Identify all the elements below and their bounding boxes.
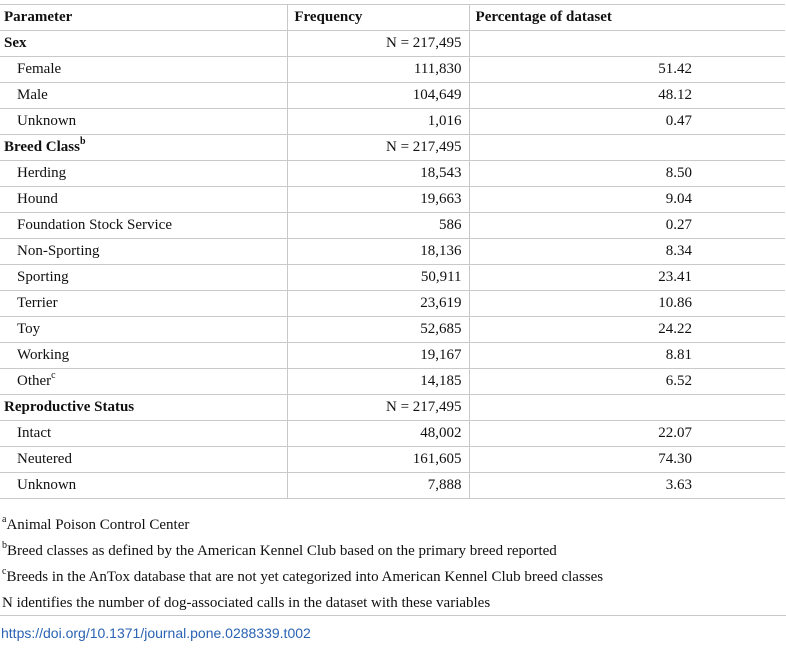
group-label: Reproductive Status <box>0 395 288 421</box>
row-percentage: 8.50 <box>469 161 785 187</box>
row-label: Unknown <box>0 473 288 499</box>
row-frequency: 18,136 <box>288 239 469 265</box>
empty-cell <box>469 31 785 57</box>
table-row <box>0 187 785 213</box>
footnote-text: Breed classes as defined by the American Kennel Club based on the primary breed reported <box>7 543 557 559</box>
row-frequency: 111,830 <box>288 57 469 83</box>
row-frequency: 50,911 <box>288 265 469 291</box>
row-percentage: 74.30 <box>469 447 785 473</box>
footnotes <box>0 512 786 616</box>
row-frequency: 18,543 <box>288 161 469 187</box>
table-row <box>0 213 785 239</box>
row-label <box>0 369 288 395</box>
row-percentage: 22.07 <box>469 421 785 447</box>
footnote-mark: c <box>2 566 7 577</box>
row-percentage: 0.27 <box>469 213 785 239</box>
footnote-a <box>0 512 786 538</box>
row-label: Sporting <box>0 265 288 291</box>
row-label: Unknown <box>0 109 288 135</box>
group-label-text: Breed Class <box>4 139 80 155</box>
row-percentage: 0.47 <box>469 109 785 135</box>
row-percentage: 6.52 <box>469 369 785 395</box>
row-label: Female <box>0 57 288 83</box>
group-row-reproductive-status <box>0 395 785 421</box>
group-label: Sex <box>0 31 288 57</box>
row-label: Toy <box>0 317 288 343</box>
footnote-mark: c <box>51 370 56 381</box>
footnote-mark: b <box>2 540 7 551</box>
group-label <box>0 135 288 161</box>
row-label: Hound <box>0 187 288 213</box>
header-parameter: Parameter <box>0 5 288 31</box>
group-row-breed-class <box>0 135 785 161</box>
data-table <box>0 4 785 499</box>
footnote-b <box>0 538 786 564</box>
table-row <box>0 317 785 343</box>
row-percentage: 3.63 <box>469 473 785 499</box>
row-percentage: 51.42 <box>469 57 785 83</box>
row-frequency: 19,167 <box>288 343 469 369</box>
empty-cell <box>469 135 785 161</box>
divider <box>0 615 786 616</box>
table-row <box>0 369 785 395</box>
row-label: Intact <box>0 421 288 447</box>
row-percentage: 23.41 <box>469 265 785 291</box>
row-label-text: Other <box>17 373 52 389</box>
row-frequency: 586 <box>288 213 469 239</box>
header-row <box>0 5 785 31</box>
row-frequency: 14,185 <box>288 369 469 395</box>
table-row <box>0 57 785 83</box>
row-frequency: 7,888 <box>288 473 469 499</box>
table-row <box>0 83 785 109</box>
table-row <box>0 447 785 473</box>
row-frequency: 104,649 <box>288 83 469 109</box>
table-row <box>0 421 785 447</box>
group-n: N = 217,495 <box>288 31 469 57</box>
footnote-text: N identifies the number of dog-associated calls in the dataset with these variables <box>2 595 491 611</box>
row-frequency: 1,016 <box>288 109 469 135</box>
doi-link[interactable]: https://doi.org/10.1371/journal.pone.0288339.t002 <box>1 625 311 641</box>
row-frequency: 23,619 <box>288 291 469 317</box>
row-percentage: 10.86 <box>469 291 785 317</box>
group-n: N = 217,495 <box>288 135 469 161</box>
footnote-c <box>0 564 786 590</box>
empty-cell <box>469 395 785 421</box>
group-row-sex <box>0 31 785 57</box>
footnote-mark: a <box>2 514 7 525</box>
footnote-text: Animal Poison Control Center <box>6 517 190 533</box>
table-row <box>0 239 785 265</box>
row-label: Neutered <box>0 447 288 473</box>
row-label: Foundation Stock Service <box>0 213 288 239</box>
table-row <box>0 473 785 499</box>
row-percentage: 48.12 <box>469 83 785 109</box>
row-label: Terrier <box>0 291 288 317</box>
row-label: Herding <box>0 161 288 187</box>
row-percentage: 9.04 <box>469 187 785 213</box>
row-frequency: 161,605 <box>288 447 469 473</box>
group-n: N = 217,495 <box>288 395 469 421</box>
footnote-mark: b <box>79 136 86 147</box>
header-percentage: Percentage of dataset <box>469 5 785 31</box>
row-percentage: 8.34 <box>469 239 785 265</box>
row-percentage: 24.22 <box>469 317 785 343</box>
row-label: Male <box>0 83 288 109</box>
header-frequency: Frequency <box>288 5 469 31</box>
row-frequency: 52,685 <box>288 317 469 343</box>
table-row <box>0 291 785 317</box>
table-row <box>0 161 785 187</box>
row-label: Working <box>0 343 288 369</box>
row-label: Non-Sporting <box>0 239 288 265</box>
table-row <box>0 109 785 135</box>
row-frequency: 48,002 <box>288 421 469 447</box>
row-percentage: 8.81 <box>469 343 785 369</box>
table-row <box>0 265 785 291</box>
footnote-n <box>0 590 786 616</box>
table-row <box>0 343 785 369</box>
row-frequency: 19,663 <box>288 187 469 213</box>
footnote-text: Breeds in the AnTox database that are not yet categorized into American Kennel Club breed classes <box>6 569 604 585</box>
